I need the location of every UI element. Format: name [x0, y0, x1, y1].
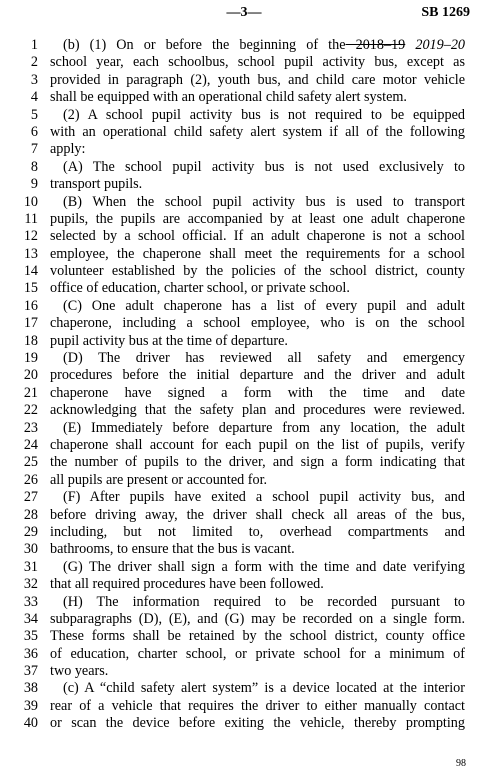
line-text [63, 680, 465, 697]
text-line [0, 420, 488, 437]
line-segment: transport pupils. [50, 176, 143, 193]
text-line [0, 107, 488, 124]
line-text [63, 194, 465, 211]
text-line [0, 176, 488, 193]
text-line [0, 576, 488, 593]
line-number: 35 [23, 628, 38, 645]
line-number: 4 [30, 89, 38, 106]
line-number: 2 [30, 54, 38, 71]
text-line [0, 402, 488, 419]
line-text [50, 698, 465, 715]
line-segment: chaperone, including a school employee, who is on the school [50, 315, 465, 332]
line-segment: chaperone have signed a form with the time and date [50, 384, 465, 401]
text-line [0, 315, 488, 332]
text-line [0, 124, 488, 141]
line-segment: (G) The driver shall sign a form with the time and date verifying [63, 558, 465, 575]
line-text [63, 298, 465, 315]
line-segment: (2) A school pupil activity bus is not required to be equipped [63, 106, 465, 123]
text-line [0, 472, 488, 489]
line-text [50, 576, 465, 593]
text-line [0, 385, 488, 402]
line-text [50, 402, 465, 419]
line-number: 24 [23, 436, 38, 453]
line-text [50, 263, 465, 280]
line-text [50, 54, 465, 71]
text-line [0, 524, 488, 541]
line-text [50, 524, 465, 541]
line-number: 3 [30, 71, 38, 88]
text-line [0, 194, 488, 211]
line-number: 6 [30, 123, 38, 140]
line-number: 17 [23, 315, 38, 332]
line-number: 33 [23, 593, 38, 610]
text-line [0, 541, 488, 558]
line-number: 9 [30, 176, 38, 193]
line-number: 28 [23, 506, 38, 523]
deleted-text: 2018–19 [345, 37, 406, 53]
line-number: 22 [23, 402, 38, 419]
line-segment: (F) After pupils have exited a school pupil activity bus, and [63, 489, 465, 506]
line-text [63, 159, 465, 176]
line-number: 11 [24, 210, 38, 227]
text-line [0, 333, 488, 350]
line-segment: the number of pupils to the driver, and sign a form indicating that [50, 454, 465, 471]
line-text [63, 350, 465, 367]
text-line [0, 628, 488, 645]
line-segment: office of education, charter school, or private school. [50, 280, 350, 297]
text-line [0, 367, 488, 384]
line-text [50, 541, 465, 558]
line-segment: (b) (1) On or before the beginning of the [63, 37, 346, 53]
line-text [63, 594, 465, 611]
line-segment: before driving away, the driver shall check all areas of the bus, [50, 506, 465, 523]
text-line [0, 611, 488, 628]
line-segment: chaperone shall account for each pupil on the list of pupils, verify [50, 436, 465, 453]
line-segment: (E) Immediately before departure from any location, the adult [63, 419, 465, 436]
line-text [50, 628, 465, 645]
line-number: 34 [23, 610, 38, 627]
line-text [50, 280, 465, 297]
line-segment: or scan the device before exiting the vehicle, thereby prompting [50, 715, 465, 732]
line-number: 37 [23, 663, 38, 680]
line-text [63, 559, 465, 576]
line-text [63, 420, 465, 437]
text-line [0, 89, 488, 106]
line-segment: all pupils are present or accounted for. [50, 471, 268, 488]
line-number: 10 [23, 193, 38, 210]
line-text [50, 176, 465, 193]
line-segment: (H) The information required to be recorded pursuant to [63, 593, 465, 610]
line-segment: that all required procedures have been followed. [50, 576, 324, 593]
line-text [63, 107, 465, 124]
text-line [0, 298, 488, 315]
line-number: 29 [23, 523, 38, 540]
line-number: 5 [30, 106, 38, 123]
line-text [50, 663, 465, 680]
line-segment: (D) The driver has reviewed all safety and emergency [63, 350, 465, 367]
text-line [0, 715, 488, 732]
line-number: 7 [30, 141, 38, 158]
line-text [50, 646, 465, 663]
text-line [0, 211, 488, 228]
line-segment: acknowledging that the safety plan and procedures were reviewed. [50, 402, 465, 419]
text-line [0, 37, 488, 54]
bill-text-body [0, 37, 488, 733]
line-text [50, 228, 465, 245]
text-line [0, 507, 488, 524]
footer-page-code: 98 [456, 758, 466, 769]
line-number: 18 [23, 332, 38, 349]
line-segment: volunteer established by the policies of the school district, county [50, 263, 465, 280]
text-line [0, 280, 488, 297]
line-text [50, 437, 465, 454]
line-text [50, 507, 465, 524]
line-number: 32 [23, 576, 38, 593]
line-text [50, 246, 465, 263]
line-text [50, 141, 465, 158]
line-text [50, 385, 465, 402]
text-line [0, 263, 488, 280]
line-number: 19 [23, 350, 38, 367]
page-number: —3— [226, 5, 262, 20]
line-number: 12 [23, 228, 38, 245]
line-number: 1 [30, 37, 38, 53]
text-line [0, 54, 488, 71]
line-number: 16 [23, 297, 38, 314]
line-segment: pupil activity bus at the time of departure. [50, 332, 288, 349]
line-segment: rear of a vehicle that requires the driver to either manually contact [50, 697, 465, 714]
line-segment: pupils, the pupils are accompanied by at least one adult chaperone [50, 210, 465, 227]
line-segment: provided in paragraph (2), youth bus, and child care motor vehicle [50, 71, 465, 88]
text-line [0, 228, 488, 245]
text-line [0, 141, 488, 158]
line-segment: employee, the chaperone shall meet the requirements for a school [50, 245, 465, 262]
line-number: 23 [23, 419, 38, 436]
line-text [50, 472, 465, 489]
text-line [0, 489, 488, 506]
line-segment: (C) One adult chaperone has a list of every pupil and adult [63, 297, 465, 314]
line-segment: subparagraphs (D), (E), and (G) may be recorded on a single form. [50, 610, 465, 627]
line-number: 14 [23, 263, 38, 280]
line-number: 36 [23, 645, 38, 662]
line-number: 30 [23, 541, 38, 558]
line-number: 27 [23, 489, 38, 506]
line-segment: school year, each schoolbus, school pupil activity bus, except as [50, 54, 465, 71]
line-number: 40 [23, 715, 38, 732]
line-number: 38 [23, 680, 38, 697]
line-text [50, 333, 465, 350]
text-line [0, 698, 488, 715]
line-text [50, 72, 465, 89]
line-number: 13 [23, 245, 38, 262]
line-number: 31 [23, 558, 38, 575]
line-number: 25 [23, 454, 38, 471]
line-segment: of education, charter school, or private school for a minimum of [50, 645, 465, 662]
line-segment: two years. [50, 663, 109, 680]
line-segment: shall be equipped with an operational child safety alert system. [50, 89, 407, 106]
bill-number: SB 1269 [421, 5, 470, 20]
line-number: 21 [23, 384, 38, 401]
line-text [50, 89, 465, 106]
line-segment: These forms shall be retained by the school district, county office [50, 628, 465, 645]
line-segment: apply: [50, 141, 86, 158]
line-text [50, 715, 465, 732]
line-text [50, 211, 465, 228]
line-text [63, 489, 465, 506]
text-line [0, 350, 488, 367]
text-line [0, 646, 488, 663]
text-line [0, 663, 488, 680]
line-segment: with an operational child safety alert system if all of the following [50, 123, 465, 140]
line-number: 26 [23, 471, 38, 488]
text-line [0, 246, 488, 263]
line-segment: (A) The school pupil activity bus is not used exclusively to [63, 158, 465, 175]
line-segment: (B) When the school pupil activity bus is used to transport [63, 193, 465, 210]
line-segment: bathrooms, to ensure that the bus is vacant. [50, 541, 295, 558]
line-segment: (c) A “child safety alert system” is a device located at the interior [63, 680, 465, 697]
line-number: 15 [23, 280, 38, 297]
line-text [50, 367, 465, 384]
line-segment: including, but not limited to, overhead compartments and [50, 523, 465, 540]
line-text [50, 611, 465, 628]
text-line [0, 72, 488, 89]
text-line [0, 594, 488, 611]
line-number: 20 [23, 367, 38, 384]
line-segment: selected by a school official. If an adult chaperone is not a school [50, 228, 465, 245]
line-text [50, 315, 465, 332]
line-number: 8 [30, 158, 38, 175]
line-text [63, 37, 465, 54]
inserted-text: 2019–20 [405, 37, 466, 53]
line-text [50, 124, 465, 141]
line-text [50, 454, 465, 471]
text-line [0, 437, 488, 454]
text-line [0, 680, 488, 697]
text-line [0, 454, 488, 471]
text-line [0, 159, 488, 176]
line-segment: procedures before the initial departure and the driver and adult [50, 367, 465, 384]
line-number: 39 [23, 697, 38, 714]
text-line [0, 559, 488, 576]
